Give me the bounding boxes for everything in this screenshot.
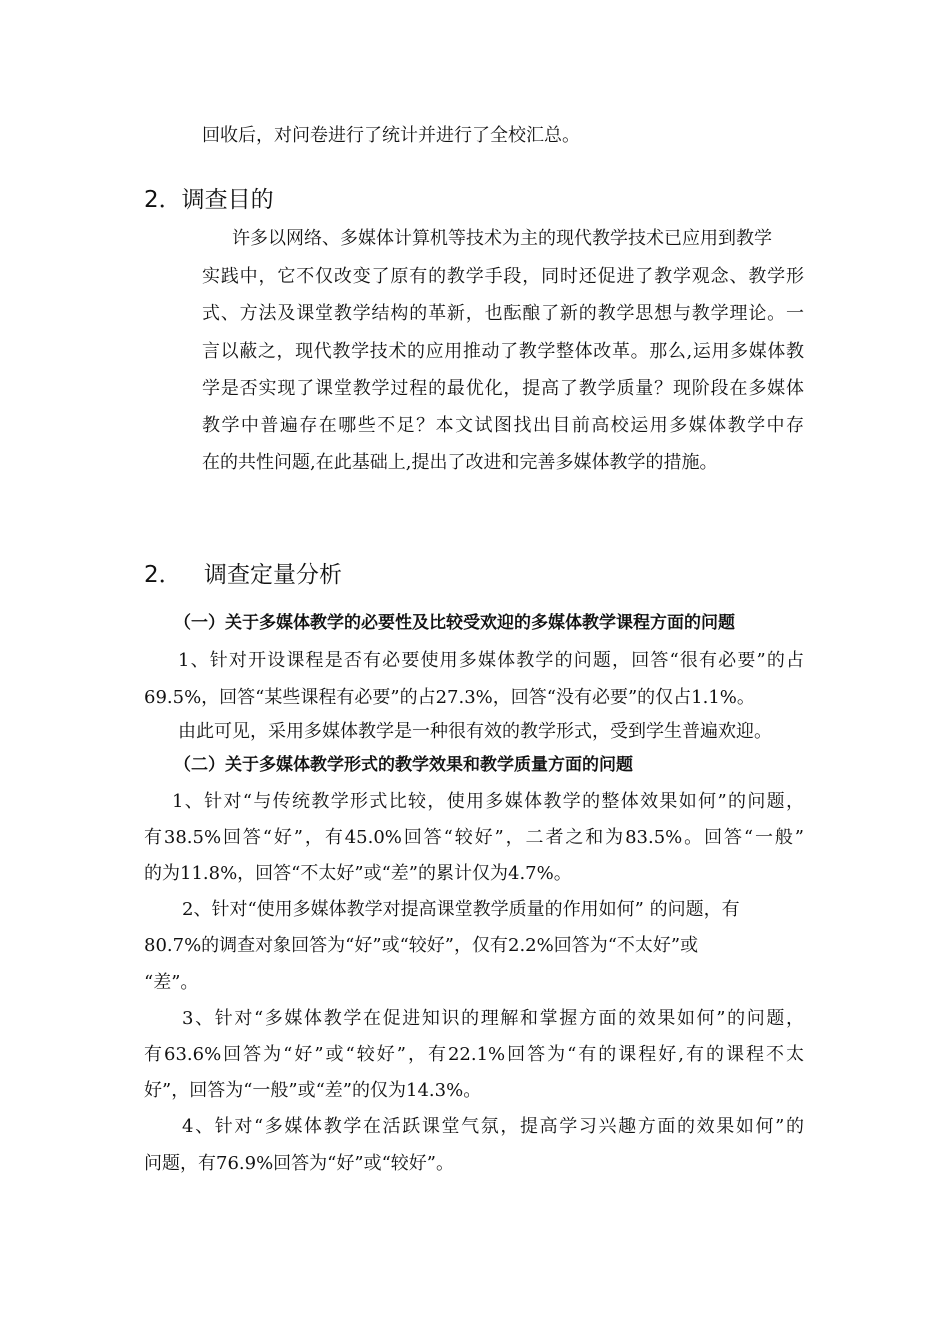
intro-line: 回收后，对问卷进行了统计并进行了全校汇总。 xyxy=(202,125,580,146)
part2-item2-line-1: 2、针对“使用多媒体教学对提高课堂教学质量的作用如何” 的问题，有 xyxy=(182,899,740,920)
purpose-line-7: 在的共性问题,在此基础上,提出了改进和完善多媒体教学的措施。 xyxy=(202,452,718,473)
part2-item1-line-1: 1、针对“与传统教学形式比较，使用多媒体教学的整体效果如何”的问题， xyxy=(172,791,804,812)
section-number: 2． xyxy=(144,562,182,588)
purpose-line-1: 许多以网络、多媒体计算机等技术为主的现代教学技术已应用到教学 xyxy=(232,228,772,249)
section-heading-purpose xyxy=(144,185,274,215)
section-heading-analysis xyxy=(144,560,342,590)
purpose-line-6: 教学中普遍存在哪些不足？本文试图找出目前高校运用多媒体教学中存 xyxy=(202,415,804,436)
section-title: 调查定量分析 xyxy=(204,562,342,588)
purpose-line-3: 式、方法及课堂教学结构的革新，也酝酿了新的教学思想与教学理论。一 xyxy=(202,303,804,324)
purpose-line-5: 学是否实现了课堂教学过程的最优化，提高了教学质量？现阶段在多媒体 xyxy=(202,378,804,399)
purpose-line-4: 言以蔽之，现代教学技术的应用推动了教学整体改革。那么,运用多媒体教 xyxy=(202,341,804,362)
part2-item1-line-2: 有38.5%回答“好”，有45.0%回答“较好”，二者之和为83.5%。回答“一般” xyxy=(144,827,804,848)
part2-item1-line-3: 的为11.8%，回答“不太好”或“差”的累计仅为4.7%。 xyxy=(144,863,572,884)
part1-conclusion: 由此可见，采用多媒体教学是一种很有效的教学形式，受到学生普遍欢迎。 xyxy=(178,721,772,742)
section-title: 调查目的 xyxy=(181,187,274,213)
part2-item2-line-2: 80.7%的调查对象回答为“好”或“较好”，仅有2.2%回答为“不太好”或 xyxy=(144,935,699,956)
part1-item1-line-1: 1、针对开设课程是否有必要使用多媒体教学的问题，回答“很有必要”的占 xyxy=(178,650,804,671)
part1-item1-line-2: 69.5%，回答“某些课程有必要”的占27.3%，回答“没有必要”的仅占1.1%。 xyxy=(144,687,755,708)
part2-item3-line-3: 好”，回答为“一般”或“差”的仅为14.3%。 xyxy=(144,1080,482,1101)
part2-item3-line-1: 3、针对“多媒体教学在促进知识的理解和掌握方面的效果如何”的问题， xyxy=(182,1008,804,1029)
part2-item4-line-2: 问题，有76.9%回答为“好”或“较好”。 xyxy=(144,1153,454,1174)
part2-item2-line-3: “差”。 xyxy=(144,972,199,993)
part2-item4-line-1: 4、针对“多媒体教学在活跃课堂气氛，提高学习兴趣方面的效果如何”的 xyxy=(182,1116,804,1137)
subheading-part-1: （一）关于多媒体教学的必要性及比较受欢迎的多媒体教学课程方面的问题 xyxy=(174,613,735,633)
part2-item3-line-2: 有63.6%回答为“好”或“较好”，有22.1%回答为“有的课程好,有的课程不太 xyxy=(144,1044,804,1065)
subheading-part-2: （二）关于多媒体教学形式的教学效果和教学质量方面的问题 xyxy=(174,755,633,775)
purpose-line-2: 实践中，它不仅改变了原有的教学手段，同时还促进了教学观念、教学形 xyxy=(202,266,804,287)
section-number: 2． xyxy=(144,187,182,213)
